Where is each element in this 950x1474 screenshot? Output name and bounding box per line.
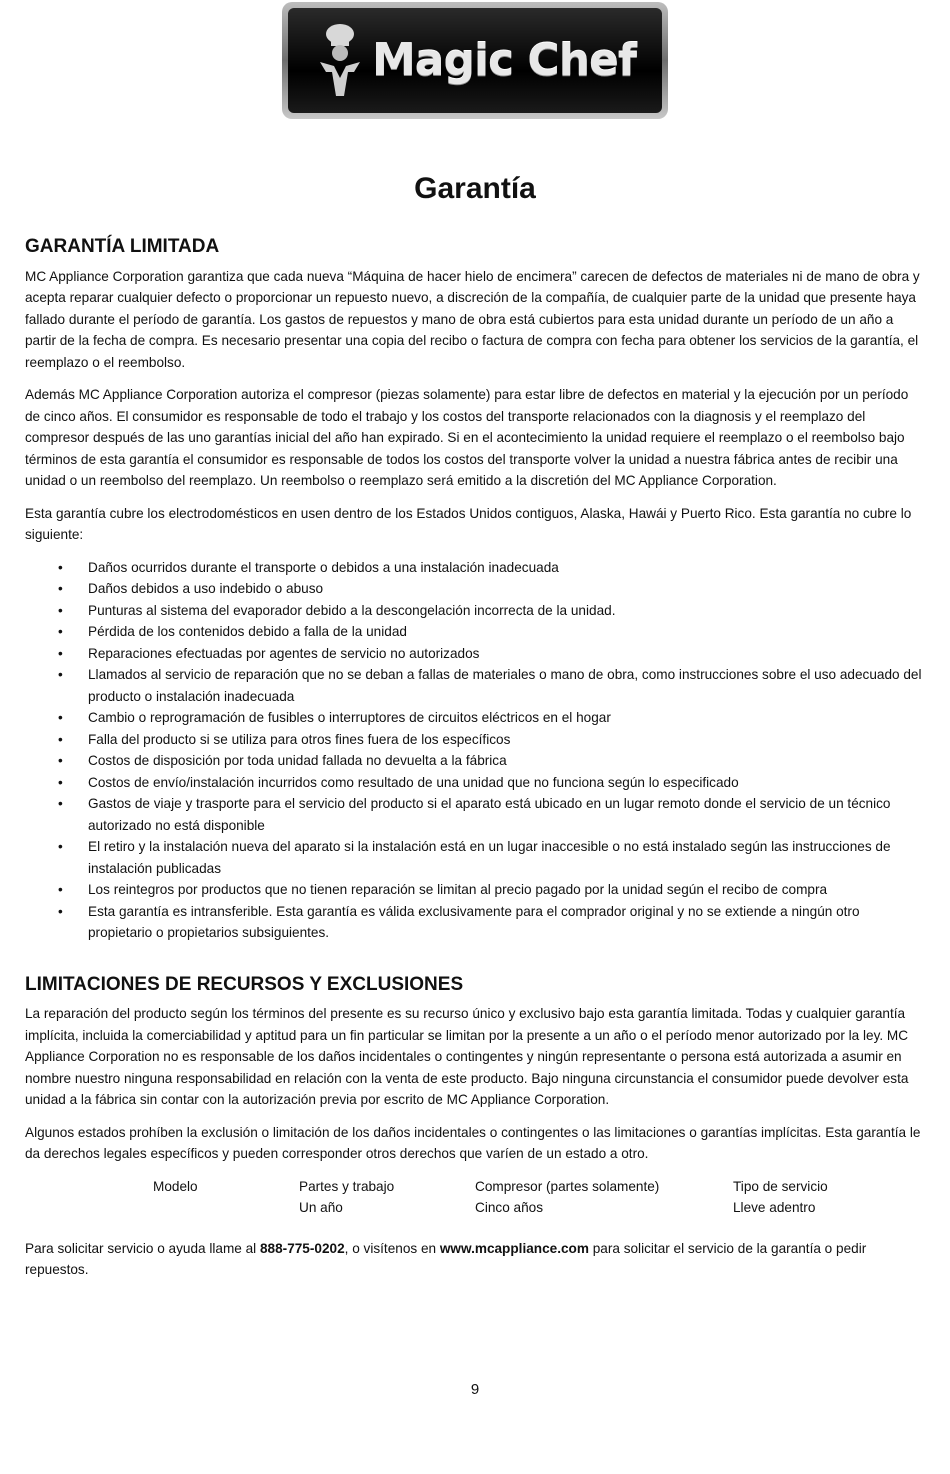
list-item: • Punturas al sistema del evaporador debido a la descongelación incorrecta de la unidad.: [88, 600, 927, 622]
table-header: Tipo de servicio: [733, 1178, 828, 1194]
list-item: • Esta garantía es intransferible. Esta garantía es válida exclusivamente para el comprador original y no se extiende a ningún otro propietario o propietarios subsiguientes.: [88, 901, 927, 944]
magic-chef-logo: [282, 2, 668, 119]
paragraph: La reparación del producto según los términos del presente es su recurso único y exclusivo bajo esta garantía limitada. Todas y cualquier garantía implícita, incluida la comerciabilidad y aptitud para un fin particular se limitan por la presente a un año o el período menor autorizado por la ley. MC Appliance Corporation no es responsable de los daños incidentales o contingentes y ningún representante o persona está autorizada a asumir en nombre nuestro ninguna responsabilidad en relación con la venta de este producto. Bajo ninguna circunstancia el consumidor puede devolver esta unidad a la fábrica sin contar con la autorización previa por escrito de MC Appliance Corporation.: [25, 1006, 909, 1107]
table-header: Compresor (partes solamente): [475, 1178, 660, 1194]
list-item: • Daños debidos a uso indebido o abuso: [88, 578, 927, 600]
table-cell: Lleve adentro: [733, 1199, 816, 1215]
website-link[interactable]: www.mcappliance.com: [439, 1240, 589, 1256]
chef-icon: [314, 22, 366, 100]
phone-number: 888-775-0202: [259, 1240, 345, 1256]
page-title: Garantía: [414, 172, 536, 205]
table-cell: [153, 1197, 299, 1218]
logo-wordmark: Magic Chef: [371, 35, 637, 86]
list-item: • Llamados al servicio de reparación que no se deban a fallas de materiales o mano de obra, como instrucciones sobre el uso adecuado del producto o instalación inadecuada: [88, 664, 927, 707]
table-cell: Un año: [299, 1199, 343, 1215]
list-item: • Costos de envío/instalación incurridos como resultado de una unidad que no funciona según lo especificado: [88, 772, 927, 794]
list-item: • Costos de disposición por toda unidad fallada no devuelta a la fábrica: [88, 750, 927, 772]
paragraph: Algunos estados prohíben la exclusión o limitación de los daños incidentales o contingentes o las limitaciones o garantías implícitas. Esta garantía le da derechos legales específicos y pueden corresponder otros derechos que varíen de un estado a otro.: [25, 1124, 921, 1161]
list-item: • Daños ocurridos durante el transporte o debidos a una instalación inadecuada: [88, 557, 927, 579]
page-number: 9: [470, 1381, 480, 1398]
document-body: [25, 230, 927, 1292]
exclusions-list: [25, 557, 927, 944]
warranty-table: [153, 1176, 927, 1218]
table-header: Partes y trabajo: [299, 1178, 395, 1194]
list-item: • Reparaciones efectuadas por agentes de servicio no autorizados: [88, 643, 927, 665]
table-header: Modelo: [153, 1178, 198, 1194]
list-item: • El retiro y la instalación nueva del aparato si la instalación está en un lugar inaccesible o no está instalado según las instrucciones de instalación publicadas: [88, 836, 927, 879]
list-item: • Gastos de viaje y trasporte para el servicio del producto si el aparato está ubicado en un lugar remoto donde el servicio de un técnico autorizado no está disponible: [88, 793, 927, 836]
list-item: • Los reintegros por productos que no tienen reparación se limitan al precio pagado por la unidad según el recibo de compra: [88, 879, 927, 901]
footer-text: Para solicitar servicio o ayuda llame al: [25, 1240, 260, 1256]
service-contact-note: [25, 1238, 927, 1281]
paragraph: Esta garantía cubre los electrodomésticos en usen dentro de los Estados Unidos contiguos, Alaska, Hawái y Puerto Rico. Esta garantía no cubre lo siguiente:: [25, 505, 912, 542]
footer-text: , o visítenos en: [344, 1240, 440, 1256]
paragraph: MC Appliance Corporation garantiza que cada nueva “Máquina de hacer hielo de encimera” carecen de defectos de materiales ni de mano de obra y acepta reparar cualquier defecto o proporcionar un repuesto nuevo, a discreción de la compañía, de cualquier parte de la unidad que presente haya fallado durante el período de garantía. Los gastos de repuestos y mano de obra está cubiertos para esta unidad durante un período de un año a partir de la fecha de compra. Es necesario presentar una copia del recibo o factura de compra con fecha para obtener los servicios de la garantía, el reemplazo o el reembolso.: [25, 268, 920, 370]
list-item: • Pérdida de los contenidos debido a falla de la unidad: [88, 621, 927, 643]
section-heading-limited-warranty: GARANTÍA LIMITADA: [25, 236, 220, 257]
table-cell: Cinco años: [475, 1199, 544, 1215]
footer-text: para solicitar el servicio de la garantía o pedir repuestos.: [25, 1240, 867, 1277]
paragraph: Además MC Appliance Corporation autoriza el compresor (piezas solamente) para estar libre de defectos en material y la ejecución por un período de cinco años. El consumidor es responsable de todo el trabajo y los costos del transporte relacionados con la diagnosis y el reemplazo del compresor después de las uno garantías inicial del año han expirado. Si en el acontecimiento la unidad requiere el reemplazo o el reembolso bajo términos de esta garantía el consumidor es responsable de todos los costos del transporte volver la unidad a nuestra fábrica antes de recibir una unidad o un reembolso del reemplazo. Un reembolso o reemplazo será emitido a la discretión del MC Appliance Corporation.: [25, 387, 909, 488]
list-item: • Cambio o reprogramación de fusibles o interruptores de circuitos eléctricos en el hogar: [88, 707, 927, 729]
section-heading-limitations: LIMITACIONES DE RECURSOS Y EXCLUSIONES: [25, 973, 464, 995]
list-item: • Falla del producto si se utiliza para otros fines fuera de los específicos: [88, 729, 927, 751]
